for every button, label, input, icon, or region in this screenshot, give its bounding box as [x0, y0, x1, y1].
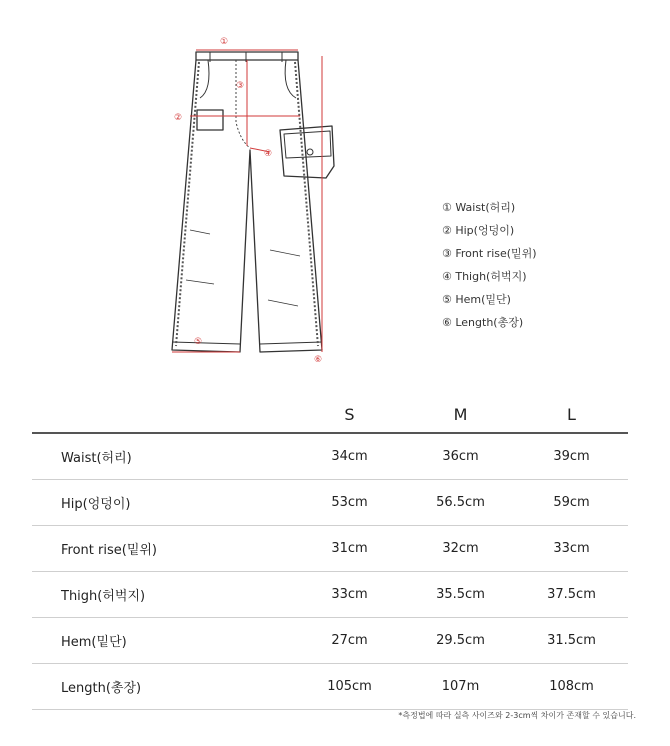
value-l: 33cm: [553, 541, 590, 556]
value-m: 36cm: [442, 449, 479, 464]
value-s: 27cm: [331, 633, 368, 648]
row-label: Hip(엉덩이): [61, 497, 131, 512]
value-m: 56.5cm: [436, 495, 485, 510]
value-m: 107m: [441, 679, 480, 694]
table-row-hip: [32, 480, 628, 526]
value-s: 34cm: [331, 449, 368, 464]
table-row-thigh: [32, 572, 628, 618]
value-l: 108cm: [549, 679, 594, 694]
size-table: [32, 396, 628, 710]
value-s: 105cm: [327, 679, 372, 694]
value-s: 31cm: [331, 541, 368, 556]
row-label: Hem(밑단): [61, 635, 127, 650]
value-m: 29.5cm: [436, 633, 485, 648]
table-row-hem: [32, 618, 628, 664]
measurement-note: *측정법에 따라 실측 사이즈와 2-3cm씩 차이가 존재할 수 있습니다.: [398, 711, 636, 720]
value-l: 59cm: [553, 495, 590, 510]
table-row-front-rise: [32, 526, 628, 572]
table-row-length: [32, 664, 628, 710]
left-cargo-pocket: [197, 110, 223, 130]
legend-item-length: ⑥ Length(총장): [442, 316, 524, 329]
size-header-l: L: [567, 404, 576, 424]
size-header-s: S: [344, 404, 355, 424]
front-rise-marker: ③: [236, 81, 245, 91]
thigh-marker: ④: [264, 149, 273, 159]
legend-item-waist: ① Waist(허리): [442, 201, 516, 214]
size-header-row: [32, 396, 628, 434]
pants-sketch-illustration: [150, 30, 350, 370]
value-l: 31.5cm: [547, 633, 596, 648]
value-s: 33cm: [331, 587, 368, 602]
row-label: Front rise(밑위): [61, 543, 158, 558]
row-label: Thigh(허벅지): [61, 589, 146, 604]
waistband-outline: [196, 52, 298, 60]
legend-item-thigh: ④ Thigh(허벅지): [442, 270, 527, 283]
value-m: 35.5cm: [436, 587, 485, 602]
size-header-m: M: [453, 404, 468, 424]
legend-item-hem: ⑤ Hem(밑단): [442, 293, 511, 306]
value-s: 53cm: [331, 495, 368, 510]
value-m: 32cm: [442, 541, 479, 556]
length-marker: ⑥: [314, 355, 323, 365]
hem-marker: ⑤: [194, 337, 203, 347]
value-l: 39cm: [553, 449, 590, 464]
row-label: Waist(허리): [61, 451, 132, 466]
measurement-legend: [442, 196, 537, 334]
legend-item-hip: ② Hip(엉덩이): [442, 224, 515, 237]
table-row-waist: [32, 434, 628, 480]
waist-marker: ①: [220, 37, 229, 47]
hip-marker: ②: [174, 113, 183, 123]
legend-item-front-rise: ③ Front rise(밑위): [442, 247, 537, 260]
row-label: Length(총장): [61, 681, 142, 696]
value-l: 37.5cm: [547, 587, 596, 602]
